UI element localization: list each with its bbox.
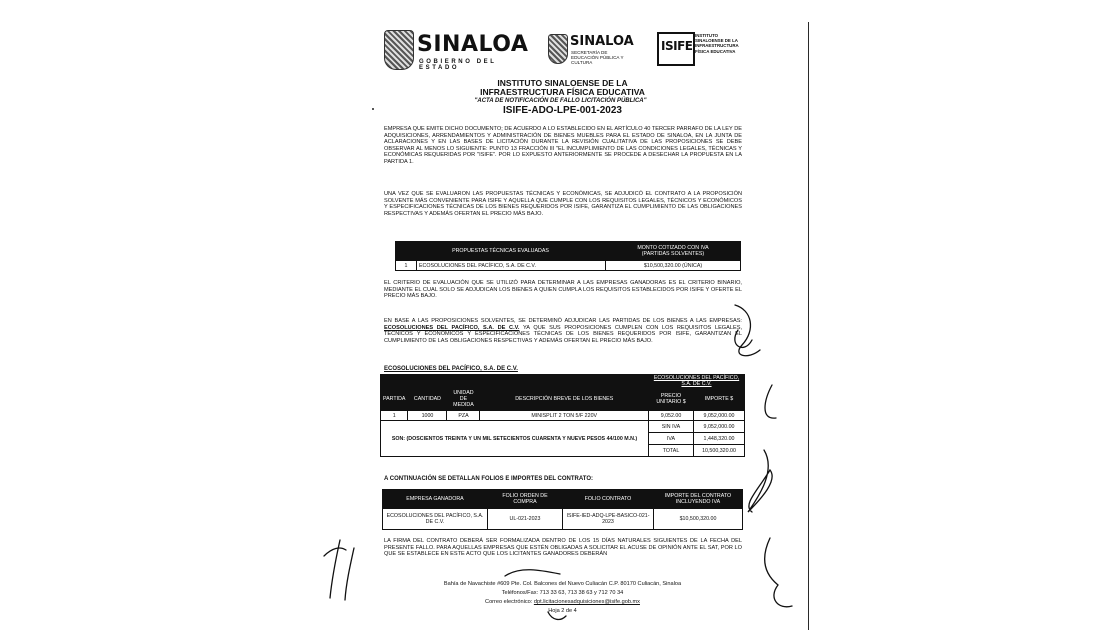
footer-phones: Teléfonos/Fax: 713 33 63, 713 38 63 y 712 70 34: [501, 590, 624, 596]
paragraph-2: UNA VEZ QUE SE EVALUARON LAS PROPUESTAS TÉCNICAS Y ECONÓMICAS, SE ADJUDICÓ EL CONTRATO A LA PROPOSICIÓN SOLVENTE MÁS CONVENIENTE PARA ISIFE Y AQUELLA QUE CUMPLE CON LOS REQUISITOS LEGALES, TÉCNICOS Y ECONÓMICOS Y ESPECIFICACIONES TÉCNICAS DE LOS BIENES REQUERIDOS POR ISIFE, GARANTIZA EL CUMPLIMIENTO DE LAS OBLIGACIONES RESPECTIVAS Y ADEMÁS OFERTAN EL PRECIO MÁS BAJO.: [384, 191, 742, 217]
footer-email-line: [380, 598, 745, 607]
isife-logo: [657, 32, 745, 72]
contract-empresa: ECOSOLUCIONES DEL PACÍFICO, S.A. DE C.V.: [383, 509, 488, 530]
title-line-2: INFRAESTRUCTURA FÍSICA EDUCATIVA: [480, 87, 645, 97]
contract-col-importe: IMPORTE DEL CONTRATO INCLUYENDO IVA: [654, 490, 743, 509]
sepyc-seal-icon: [548, 34, 568, 64]
title-line-1: INSTITUTO SINALOENSE DE LA: [497, 78, 628, 88]
contract-contrato: ISIFE-IED-ADQ-LPE-BASICO-021-2023: [563, 509, 654, 530]
item-importe: 9,052,000.00: [694, 411, 745, 421]
col-cantidad: CANTIDAD: [408, 388, 447, 411]
col-descripcion: DESCRIPCIÓN BREVE DE LOS BIENES: [480, 388, 649, 411]
proposals-header-left: PROPUESTAS TÉCNICAS EVALUADAS: [396, 242, 606, 261]
page-edge-line: [808, 22, 809, 630]
isife-mark-icon: [657, 32, 695, 66]
contract-importe: $10,500,320.00: [654, 509, 743, 530]
col-unidad: UNIDAD DE MEDIDA: [447, 388, 480, 411]
table-row: [381, 411, 745, 421]
items-company-header: ECOSOLUCIONES DEL PACÍFICO, S.A. DE C.V.: [649, 375, 745, 388]
contract-col-orden: FOLIO ORDEN DE COMPRA: [488, 490, 563, 509]
contract-col-empresa: EMPRESA GANADORA: [383, 490, 488, 509]
sepyc-logo-name: SINALOA: [570, 34, 634, 49]
footer-address: Bahía de Navachiste #609 Pte. Col. Balcones del Nuevo Culiacán C.P. 80170 Culiacán, Sinaloa: [443, 581, 682, 587]
title-line-3: "ACTA DE NOTIFICACIÓN DE FALLO LICITACIÓN PÚBLICA": [474, 98, 647, 104]
document-footer: [380, 580, 745, 616]
contract-col-contrato: FOLIO CONTRATO: [563, 490, 654, 509]
sinaloa-logo-sub: GOBIERNO DEL ESTADO: [419, 59, 497, 71]
items-blank-header: [381, 375, 649, 388]
item-unidad: PZA: [447, 411, 480, 421]
paragraph-4: [384, 318, 742, 344]
paragraph-4-a: EN BASE A LAS PROPOSICIONES SOLVENTES, SE DETERMINÓ ADJUDICAR LAS PARTIDAS DE LOS BIENES A LAS EMPRESAS:: [384, 318, 742, 324]
paragraph-4-b: YA QUE SUS PROPOSICIONES CUMPLEN CON LOS REQUISITOS LEGALES, TÉCNICOS Y ECONÓMICOS Y ESPECIFICACIONES TÉCNICAS DE LOS BIENES REQUERIDOS POR ISIFE, GARANTIZAN EL CUMPLIMIENTO DE LAS OBLIGACIONES RESPECTIVAS Y ADEMÁS OFERTAN EL PRECIO MÁS BAJO.: [384, 324, 743, 344]
scan-speck: [372, 108, 374, 110]
sinaloa-logo-name: SINALOA: [417, 32, 529, 57]
item-partida: 1: [381, 411, 408, 421]
proposals-header-right-1: MONTO COTIZADO CON IVA: [637, 245, 709, 251]
table-row: [383, 509, 743, 530]
isife-mark-text: ISIFE: [661, 39, 693, 53]
item-descripcion: MINISPLIT 2 TON 5/F 220V: [480, 411, 649, 421]
proposals-header-right: [606, 242, 741, 261]
footer-email-label: Correo electrónico:: [485, 599, 533, 605]
sinaloa-government-logo: [384, 30, 534, 74]
paragraph-3: EL CRITERIO DE EVALUACIÓN QUE SE UTILIZÓ PARA DETERMINAR A LAS EMPRESAS GANADORAS ES EL CRITERIO BINARIO, MEDIANTE EL CUAL SOLO SE ADJUDICAN LOS BIENES A QUIEN CUMPLA LOS REQUISITOS ESTABLECIDOS POR ISIFE Y OFERTE EL PRECIO MÁS BAJO.: [384, 280, 742, 300]
document-title: [380, 79, 745, 115]
col-precio: PRECIO UNITARIO $: [649, 388, 694, 411]
sepyc-logo: [548, 34, 648, 74]
title-line-4: ISIFE-ADO-LPE-001-2023: [503, 105, 622, 116]
contract-orden: UL-021-2023: [488, 509, 563, 530]
proposals-header-right-2: (PARTIDAS SOLVENTES): [641, 251, 705, 257]
state-seal-icon: [384, 30, 414, 70]
proposals-table: [395, 241, 741, 271]
totals-row: [381, 421, 745, 433]
item-cantidad: 1000: [408, 411, 447, 421]
amount-in-words: SON: (DOSCIENTOS TREINTA Y UN MIL SETECIENTOS CUARENTA Y NUEVE PESOS 44/100 M.N.): [381, 421, 649, 457]
proposal-company: ECOSOLUCIONES DEL PACÍFICO, S.A. DE C.V.: [417, 261, 606, 271]
footer-email-link[interactable]: dpt.licitacionesadquisiciones@isife.gob.mx: [533, 599, 640, 605]
items-table: [380, 374, 745, 457]
company-section-heading: ECOSOLUCIONES DEL PACÍFICO, S.A. DE C.V.: [384, 366, 518, 372]
paragraph-4-company: ECOSOLUCIONES DEL PACÍFICO, S.A. DE C.V.: [384, 324, 520, 331]
total-value: 1,448,320.00: [694, 433, 745, 445]
contract-table: [382, 489, 743, 530]
col-partida: PARTIDA: [381, 388, 408, 411]
isife-logo-text: INSTITUTO SINALOENSE DE LA INFRAESTRUCTURA FÍSICA EDUCATIVA: [695, 33, 739, 54]
item-precio: 9,052.00: [649, 411, 694, 421]
total-label: IVA: [649, 433, 694, 445]
document-page: [380, 28, 745, 630]
table-row: [396, 261, 741, 271]
total-value: 10,500,320.00: [694, 445, 745, 457]
footer-page-number: Hoja 2 de 4: [548, 608, 577, 614]
total-label: TOTAL: [649, 445, 694, 457]
paragraph-1: EMPRESA QUE EMITE DICHO DOCUMENTO; DE ACUERDO A LO ESTABLECIDO EN EL ARTÍCULO 40 TERCER PARRAFO DE LA LEY DE ADQUISICIONES, ARRENDAMIENTOS Y ADMINISTRACIÓN DE BIENES MUEBLES PARA EL ESTADO DE SINALOA, EN LA JUNTA DE ACLARACIONES Y EN LAS BASES DE LICITACIÓN DURANTE LA REVISIÓN CUALITATIVA DE LAS PROPOSICIONES SE DEBE OBSERVAR AL MENOS LO SIGUIENTE: PUNTO 13 FRACCIÓN III "EL INCUMPLIMIENTO DE LAS CONDICIONES LEGALES, TÉCNICAS Y ECONÓMICAS REQUERIDAS POR "ISIFE". POR LO EXPUESTO ANTERIORMENTE SE PROCEDE A DESECHAR LA PROPUESTA EN LA PARTIDA 1.: [384, 126, 742, 165]
total-label: SIN IVA: [649, 421, 694, 433]
col-importe: IMPORTE $: [694, 388, 745, 411]
proposal-amount: $10,500,320.00 (ÚNICA): [606, 261, 741, 271]
total-value: 9,052,000.00: [694, 421, 745, 433]
proposal-num: 1: [396, 261, 417, 271]
header-logos: [380, 28, 745, 78]
paragraph-5: LA FIRMA DEL CONTRATO DEBERÁ SER FORMALIZADA DENTRO DE LOS 15 DÍAS NATURALES SIGUIENTES DE LA FECHA DEL PRESENTE FALLO. PARA AQUELLAS EMPRESAS QUE ESTÉN OBLIGADAS A SOLICITAR EL ACUSE DE OPINIÓN ANTE EL SAT, POR LO QUE SE ESTABLECE EN ESTE ACTO QUE LOS LICITANTES GANADORES DEBERÁN: [384, 538, 742, 558]
contract-intro: A CONTINUACIÓN SE DETALLAN FOLIOS E IMPORTES DEL CONTRATO:: [384, 476, 594, 482]
sepyc-logo-sub: SECRETARÍA DE EDUCACIÓN PÚBLICA Y CULTURA: [571, 50, 624, 65]
